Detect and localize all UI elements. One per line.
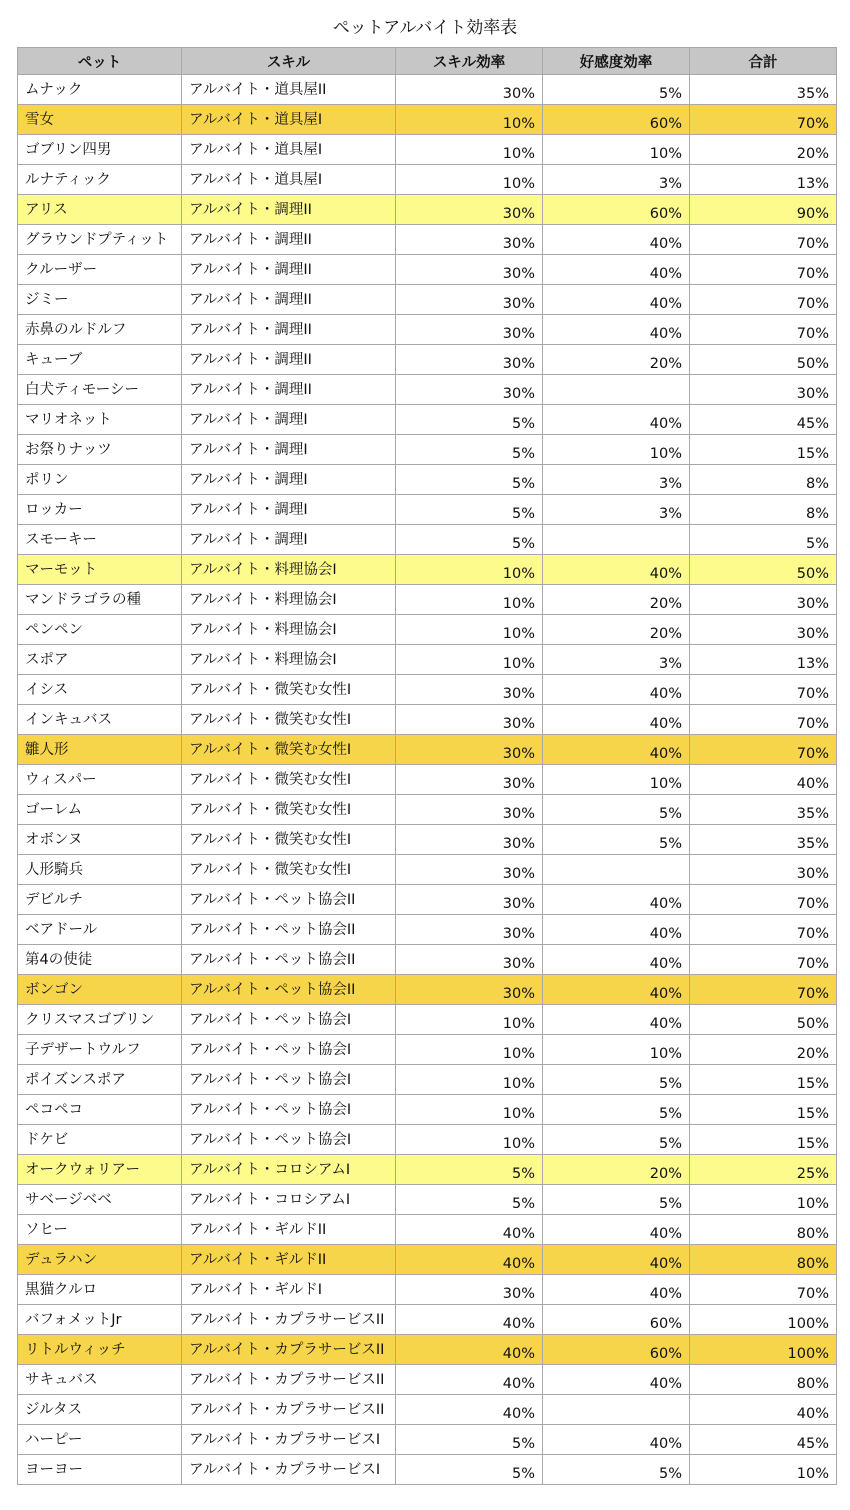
cell-affection-efficiency: 5% bbox=[543, 825, 690, 855]
cell-affection-efficiency: 60% bbox=[543, 105, 690, 135]
cell-skill-efficiency: 40% bbox=[396, 1335, 543, 1365]
cell-skill-efficiency: 10% bbox=[396, 1125, 543, 1155]
table-row bbox=[18, 1425, 837, 1455]
cell-pet: リトルウィッチ bbox=[18, 1335, 182, 1365]
cell-affection-efficiency: 20% bbox=[543, 585, 690, 615]
cell-skill-efficiency: 30% bbox=[396, 1275, 543, 1305]
table-row bbox=[18, 195, 837, 225]
cell-skill-efficiency: 30% bbox=[396, 375, 543, 405]
cell-affection-efficiency: 3% bbox=[543, 165, 690, 195]
cell-pet: グラウンドプティット bbox=[18, 225, 182, 255]
cell-pet: 人形騎兵 bbox=[18, 855, 182, 885]
cell-pet: ペンペン bbox=[18, 615, 182, 645]
cell-affection-efficiency: 10% bbox=[543, 765, 690, 795]
cell-pet: デュラハン bbox=[18, 1245, 182, 1275]
cell-skill: アルバイト・ペット協会II bbox=[182, 945, 396, 975]
cell-affection-efficiency: 5% bbox=[543, 1455, 690, 1485]
cell-total: 70% bbox=[690, 915, 837, 945]
cell-skill: アルバイト・ギルドI bbox=[182, 1275, 396, 1305]
cell-pet: ソヒー bbox=[18, 1215, 182, 1245]
cell-total: 30% bbox=[690, 585, 837, 615]
cell-skill-efficiency: 30% bbox=[396, 255, 543, 285]
cell-pet: クルーザー bbox=[18, 255, 182, 285]
cell-skill: アルバイト・調理I bbox=[182, 495, 396, 525]
cell-total: 30% bbox=[690, 615, 837, 645]
cell-skill: アルバイト・調理I bbox=[182, 405, 396, 435]
cell-pet: ムナック bbox=[18, 75, 182, 105]
table-row bbox=[18, 1455, 837, 1485]
cell-affection-efficiency bbox=[543, 375, 690, 405]
cell-total: 20% bbox=[690, 1035, 837, 1065]
cell-affection-efficiency: 40% bbox=[543, 555, 690, 585]
cell-skill: アルバイト・道具屋I bbox=[182, 165, 396, 195]
cell-total: 15% bbox=[690, 1065, 837, 1095]
cell-pet: オボンヌ bbox=[18, 825, 182, 855]
cell-skill-efficiency: 5% bbox=[396, 435, 543, 465]
table-row bbox=[18, 1005, 837, 1035]
cell-affection-efficiency: 10% bbox=[543, 1035, 690, 1065]
cell-skill-efficiency: 30% bbox=[396, 825, 543, 855]
cell-skill: アルバイト・カプラサービスII bbox=[182, 1365, 396, 1395]
cell-pet: イシス bbox=[18, 675, 182, 705]
cell-total: 70% bbox=[690, 315, 837, 345]
cell-affection-efficiency: 40% bbox=[543, 915, 690, 945]
cell-skill-efficiency: 30% bbox=[396, 885, 543, 915]
table-row bbox=[18, 75, 837, 105]
cell-total: 70% bbox=[690, 735, 837, 765]
cell-affection-efficiency: 3% bbox=[543, 465, 690, 495]
cell-skill: アルバイト・道具屋I bbox=[182, 135, 396, 165]
cell-affection-efficiency bbox=[543, 855, 690, 885]
cell-affection-efficiency: 40% bbox=[543, 255, 690, 285]
cell-affection-efficiency: 40% bbox=[543, 225, 690, 255]
cell-pet: ヨーヨー bbox=[18, 1455, 182, 1485]
cell-skill: アルバイト・微笑む女性I bbox=[182, 855, 396, 885]
cell-skill: アルバイト・カプラサービスI bbox=[182, 1455, 396, 1485]
cell-total: 8% bbox=[690, 465, 837, 495]
cell-affection-efficiency: 40% bbox=[543, 705, 690, 735]
table-row bbox=[18, 1155, 837, 1185]
cell-skill: アルバイト・ペット協会II bbox=[182, 885, 396, 915]
cell-skill: アルバイト・微笑む女性I bbox=[182, 825, 396, 855]
table-row bbox=[18, 375, 837, 405]
cell-skill-efficiency: 30% bbox=[396, 345, 543, 375]
cell-skill-efficiency: 5% bbox=[396, 465, 543, 495]
cell-affection-efficiency: 40% bbox=[543, 975, 690, 1005]
cell-total: 10% bbox=[690, 1185, 837, 1215]
cell-pet: ゴーレム bbox=[18, 795, 182, 825]
table-row bbox=[18, 405, 837, 435]
cell-pet: バフォメットJr bbox=[18, 1305, 182, 1335]
cell-affection-efficiency: 40% bbox=[543, 405, 690, 435]
cell-skill: アルバイト・ペット協会I bbox=[182, 1035, 396, 1065]
cell-affection-efficiency: 5% bbox=[543, 1125, 690, 1155]
cell-pet: スモーキー bbox=[18, 525, 182, 555]
header-pet: ペット bbox=[18, 48, 182, 75]
cell-skill-efficiency: 30% bbox=[396, 75, 543, 105]
cell-skill-efficiency: 5% bbox=[396, 495, 543, 525]
cell-skill: アルバイト・調理II bbox=[182, 315, 396, 345]
cell-skill: アルバイト・微笑む女性I bbox=[182, 795, 396, 825]
cell-affection-efficiency: 3% bbox=[543, 495, 690, 525]
cell-skill: アルバイト・調理I bbox=[182, 525, 396, 555]
cell-pet: ウィスパー bbox=[18, 765, 182, 795]
table-row bbox=[18, 975, 837, 1005]
table-row bbox=[18, 1035, 837, 1065]
table-row bbox=[18, 495, 837, 525]
cell-skill-efficiency: 10% bbox=[396, 1095, 543, 1125]
cell-affection-efficiency: 40% bbox=[543, 1365, 690, 1395]
cell-pet: デビルチ bbox=[18, 885, 182, 915]
cell-pet: 雛人形 bbox=[18, 735, 182, 765]
cell-total: 45% bbox=[690, 405, 837, 435]
table-row bbox=[18, 705, 837, 735]
cell-total: 25% bbox=[690, 1155, 837, 1185]
cell-skill: アルバイト・微笑む女性I bbox=[182, 765, 396, 795]
cell-skill: アルバイト・料理協会I bbox=[182, 585, 396, 615]
cell-skill-efficiency: 40% bbox=[396, 1215, 543, 1245]
cell-pet: ペコペコ bbox=[18, 1095, 182, 1125]
cell-skill: アルバイト・調理II bbox=[182, 285, 396, 315]
table-row bbox=[18, 915, 837, 945]
cell-affection-efficiency: 5% bbox=[543, 1185, 690, 1215]
cell-affection-efficiency: 5% bbox=[543, 795, 690, 825]
cell-skill-efficiency: 10% bbox=[396, 615, 543, 645]
cell-affection-efficiency: 40% bbox=[543, 1425, 690, 1455]
cell-affection-efficiency: 40% bbox=[543, 1215, 690, 1245]
table-row bbox=[18, 885, 837, 915]
cell-affection-efficiency: 5% bbox=[543, 1065, 690, 1095]
table-row bbox=[18, 285, 837, 315]
table-row bbox=[18, 945, 837, 975]
cell-pet: 白犬ティモーシー bbox=[18, 375, 182, 405]
cell-total: 45% bbox=[690, 1425, 837, 1455]
table-row bbox=[18, 315, 837, 345]
cell-affection-efficiency: 40% bbox=[543, 735, 690, 765]
cell-pet: ボンゴン bbox=[18, 975, 182, 1005]
cell-skill-efficiency: 10% bbox=[396, 1065, 543, 1095]
table-row bbox=[18, 1335, 837, 1365]
cell-pet: ベアドール bbox=[18, 915, 182, 945]
cell-pet: キューブ bbox=[18, 345, 182, 375]
cell-pet: サベージベベ bbox=[18, 1185, 182, 1215]
cell-total: 15% bbox=[690, 1125, 837, 1155]
cell-skill-efficiency: 5% bbox=[396, 1185, 543, 1215]
cell-skill: アルバイト・ペット協会II bbox=[182, 975, 396, 1005]
table-row bbox=[18, 1095, 837, 1125]
cell-skill: アルバイト・調理II bbox=[182, 375, 396, 405]
cell-total: 80% bbox=[690, 1365, 837, 1395]
cell-total: 40% bbox=[690, 1395, 837, 1425]
cell-total: 70% bbox=[690, 285, 837, 315]
table-row bbox=[18, 255, 837, 285]
table-row bbox=[18, 105, 837, 135]
header-total: 合計 bbox=[690, 48, 837, 75]
cell-total: 90% bbox=[690, 195, 837, 225]
table-row bbox=[18, 1275, 837, 1305]
table-row bbox=[18, 465, 837, 495]
table-body bbox=[18, 75, 837, 1485]
cell-skill: アルバイト・道具屋II bbox=[182, 75, 396, 105]
cell-skill: アルバイト・調理I bbox=[182, 435, 396, 465]
cell-total: 35% bbox=[690, 75, 837, 105]
cell-pet: 赤鼻のルドルフ bbox=[18, 315, 182, 345]
cell-skill: アルバイト・カプラサービスII bbox=[182, 1335, 396, 1365]
cell-affection-efficiency: 10% bbox=[543, 135, 690, 165]
cell-skill-efficiency: 30% bbox=[396, 195, 543, 225]
table-row bbox=[18, 525, 837, 555]
cell-affection-efficiency: 40% bbox=[543, 315, 690, 345]
table-row bbox=[18, 585, 837, 615]
cell-skill-efficiency: 30% bbox=[396, 675, 543, 705]
cell-total: 70% bbox=[690, 885, 837, 915]
cell-total: 50% bbox=[690, 345, 837, 375]
cell-pet: オークウォリアー bbox=[18, 1155, 182, 1185]
cell-skill-efficiency: 10% bbox=[396, 135, 543, 165]
cell-skill: アルバイト・コロシアムI bbox=[182, 1155, 396, 1185]
cell-skill: アルバイト・微笑む女性I bbox=[182, 705, 396, 735]
cell-skill: アルバイト・カプラサービスII bbox=[182, 1305, 396, 1335]
cell-total: 13% bbox=[690, 645, 837, 675]
cell-pet: スポア bbox=[18, 645, 182, 675]
cell-total: 5% bbox=[690, 525, 837, 555]
table-row bbox=[18, 645, 837, 675]
table-row bbox=[18, 345, 837, 375]
cell-skill: アルバイト・微笑む女性I bbox=[182, 735, 396, 765]
cell-total: 70% bbox=[690, 945, 837, 975]
cell-affection-efficiency: 20% bbox=[543, 345, 690, 375]
cell-skill: アルバイト・道具屋I bbox=[182, 105, 396, 135]
table-row bbox=[18, 765, 837, 795]
cell-skill: アルバイト・調理I bbox=[182, 465, 396, 495]
cell-skill-efficiency: 5% bbox=[396, 405, 543, 435]
header-skill: スキル bbox=[182, 48, 396, 75]
cell-total: 70% bbox=[690, 105, 837, 135]
cell-total: 100% bbox=[690, 1335, 837, 1365]
cell-skill-efficiency: 30% bbox=[396, 285, 543, 315]
cell-affection-efficiency: 10% bbox=[543, 435, 690, 465]
sheet-title: ペットアルバイト効率表 bbox=[332, 18, 518, 38]
cell-skill-efficiency: 5% bbox=[396, 1425, 543, 1455]
cell-skill: アルバイト・料理協会I bbox=[182, 555, 396, 585]
cell-skill-efficiency: 10% bbox=[396, 555, 543, 585]
cell-affection-efficiency: 40% bbox=[543, 1275, 690, 1305]
cell-total: 70% bbox=[690, 255, 837, 285]
cell-affection-efficiency: 40% bbox=[543, 675, 690, 705]
table-row bbox=[18, 555, 837, 585]
cell-skill: アルバイト・ギルドII bbox=[182, 1215, 396, 1245]
cell-pet: ハーピー bbox=[18, 1425, 182, 1455]
table-row bbox=[18, 165, 837, 195]
cell-total: 30% bbox=[690, 375, 837, 405]
table-row bbox=[18, 1215, 837, 1245]
cell-total: 40% bbox=[690, 765, 837, 795]
header-skill-efficiency: スキル効率 bbox=[396, 48, 543, 75]
cell-skill-efficiency: 30% bbox=[396, 795, 543, 825]
cell-skill-efficiency: 30% bbox=[396, 855, 543, 885]
cell-affection-efficiency: 5% bbox=[543, 1095, 690, 1125]
cell-pet: ポリン bbox=[18, 465, 182, 495]
cell-skill-efficiency: 30% bbox=[396, 735, 543, 765]
header-row bbox=[18, 48, 837, 75]
cell-total: 30% bbox=[690, 855, 837, 885]
cell-skill: アルバイト・料理協会I bbox=[182, 615, 396, 645]
pet-efficiency-table bbox=[17, 47, 837, 1485]
cell-pet: ドケビ bbox=[18, 1125, 182, 1155]
cell-total: 70% bbox=[690, 675, 837, 705]
cell-skill: アルバイト・ペット協会I bbox=[182, 1005, 396, 1035]
cell-total: 70% bbox=[690, 705, 837, 735]
table-row bbox=[18, 135, 837, 165]
table-row bbox=[18, 795, 837, 825]
cell-skill: アルバイト・ギルドII bbox=[182, 1245, 396, 1275]
cell-affection-efficiency: 40% bbox=[543, 885, 690, 915]
table-row bbox=[18, 1395, 837, 1425]
cell-affection-efficiency: 40% bbox=[543, 1005, 690, 1035]
cell-affection-efficiency: 60% bbox=[543, 1335, 690, 1365]
cell-total: 100% bbox=[690, 1305, 837, 1335]
cell-skill-efficiency: 10% bbox=[396, 1035, 543, 1065]
cell-skill: アルバイト・ペット協会I bbox=[182, 1095, 396, 1125]
cell-skill: アルバイト・ペット協会I bbox=[182, 1125, 396, 1155]
cell-pet: ルナティック bbox=[18, 165, 182, 195]
cell-skill-efficiency: 40% bbox=[396, 1365, 543, 1395]
cell-affection-efficiency: 40% bbox=[543, 285, 690, 315]
cell-pet: マリオネット bbox=[18, 405, 182, 435]
cell-affection-efficiency: 40% bbox=[543, 1245, 690, 1275]
cell-affection-efficiency: 60% bbox=[543, 1305, 690, 1335]
table-row bbox=[18, 675, 837, 705]
cell-total: 35% bbox=[690, 825, 837, 855]
cell-skill-efficiency: 5% bbox=[396, 1155, 543, 1185]
cell-total: 10% bbox=[690, 1455, 837, 1485]
cell-skill: アルバイト・調理II bbox=[182, 225, 396, 255]
cell-skill-efficiency: 30% bbox=[396, 975, 543, 1005]
cell-affection-efficiency: 20% bbox=[543, 1155, 690, 1185]
cell-pet: 子デザートウルフ bbox=[18, 1035, 182, 1065]
cell-affection-efficiency: 60% bbox=[543, 195, 690, 225]
cell-pet: 雪女 bbox=[18, 105, 182, 135]
cell-affection-efficiency: 20% bbox=[543, 615, 690, 645]
cell-skill: アルバイト・調理II bbox=[182, 345, 396, 375]
cell-total: 20% bbox=[690, 135, 837, 165]
cell-skill: アルバイト・料理協会I bbox=[182, 645, 396, 675]
cell-skill: アルバイト・調理II bbox=[182, 195, 396, 225]
cell-skill-efficiency: 30% bbox=[396, 315, 543, 345]
cell-pet: ジルタス bbox=[18, 1395, 182, 1425]
table-row bbox=[18, 825, 837, 855]
table-row bbox=[18, 1245, 837, 1275]
cell-skill-efficiency: 10% bbox=[396, 585, 543, 615]
cell-skill-efficiency: 30% bbox=[396, 915, 543, 945]
cell-total: 70% bbox=[690, 975, 837, 1005]
cell-pet: ジミー bbox=[18, 285, 182, 315]
cell-skill-efficiency: 10% bbox=[396, 105, 543, 135]
cell-pet: クリスマスゴブリン bbox=[18, 1005, 182, 1035]
cell-total: 80% bbox=[690, 1215, 837, 1245]
cell-affection-efficiency bbox=[543, 1395, 690, 1425]
cell-total: 50% bbox=[690, 1005, 837, 1035]
cell-skill-efficiency: 10% bbox=[396, 1005, 543, 1035]
table-row bbox=[18, 225, 837, 255]
table-row bbox=[18, 855, 837, 885]
cell-skill-efficiency: 30% bbox=[396, 225, 543, 255]
cell-skill: アルバイト・ペット協会I bbox=[182, 1065, 396, 1095]
cell-pet: 第4の使徒 bbox=[18, 945, 182, 975]
cell-skill: アルバイト・ペット協会II bbox=[182, 915, 396, 945]
cell-pet: 黒猫クルロ bbox=[18, 1275, 182, 1305]
table-row bbox=[18, 435, 837, 465]
cell-total: 35% bbox=[690, 795, 837, 825]
cell-skill-efficiency: 40% bbox=[396, 1305, 543, 1335]
cell-pet: ゴブリン四男 bbox=[18, 135, 182, 165]
cell-skill: アルバイト・調理II bbox=[182, 255, 396, 285]
cell-skill-efficiency: 5% bbox=[396, 525, 543, 555]
cell-skill-efficiency: 40% bbox=[396, 1245, 543, 1275]
table-row bbox=[18, 1125, 837, 1155]
cell-skill-efficiency: 40% bbox=[396, 1395, 543, 1425]
cell-total: 70% bbox=[690, 1275, 837, 1305]
table-row bbox=[18, 1185, 837, 1215]
cell-affection-efficiency bbox=[543, 525, 690, 555]
cell-skill: アルバイト・微笑む女性I bbox=[182, 675, 396, 705]
cell-skill-efficiency: 30% bbox=[396, 945, 543, 975]
cell-skill-efficiency: 30% bbox=[396, 765, 543, 795]
cell-pet: マンドラゴラの種 bbox=[18, 585, 182, 615]
cell-skill-efficiency: 5% bbox=[396, 1455, 543, 1485]
table-row bbox=[18, 1065, 837, 1095]
cell-skill-efficiency: 10% bbox=[396, 645, 543, 675]
header-affection-efficiency: 好感度効率 bbox=[543, 48, 690, 75]
cell-total: 70% bbox=[690, 225, 837, 255]
cell-pet: サキュバス bbox=[18, 1365, 182, 1395]
cell-pet: マーモット bbox=[18, 555, 182, 585]
cell-pet: インキュバス bbox=[18, 705, 182, 735]
cell-pet: アリス bbox=[18, 195, 182, 225]
cell-affection-efficiency: 40% bbox=[543, 945, 690, 975]
cell-affection-efficiency: 5% bbox=[543, 75, 690, 105]
cell-total: 13% bbox=[690, 165, 837, 195]
cell-skill: アルバイト・カプラサービスII bbox=[182, 1395, 396, 1425]
cell-total: 8% bbox=[690, 495, 837, 525]
table-row bbox=[18, 1305, 837, 1335]
cell-skill-efficiency: 10% bbox=[396, 165, 543, 195]
cell-total: 15% bbox=[690, 435, 837, 465]
cell-affection-efficiency: 3% bbox=[543, 645, 690, 675]
cell-pet: ロッカー bbox=[18, 495, 182, 525]
cell-skill-efficiency: 30% bbox=[396, 705, 543, 735]
cell-skill: アルバイト・カプラサービスI bbox=[182, 1425, 396, 1455]
table-row bbox=[18, 1365, 837, 1395]
cell-total: 50% bbox=[690, 555, 837, 585]
cell-total: 15% bbox=[690, 1095, 837, 1125]
table-row bbox=[18, 615, 837, 645]
cell-pet: お祭りナッツ bbox=[18, 435, 182, 465]
cell-total: 80% bbox=[690, 1245, 837, 1275]
table-row bbox=[18, 735, 837, 765]
cell-pet: ポイズンスポア bbox=[18, 1065, 182, 1095]
cell-skill: アルバイト・コロシアムI bbox=[182, 1185, 396, 1215]
